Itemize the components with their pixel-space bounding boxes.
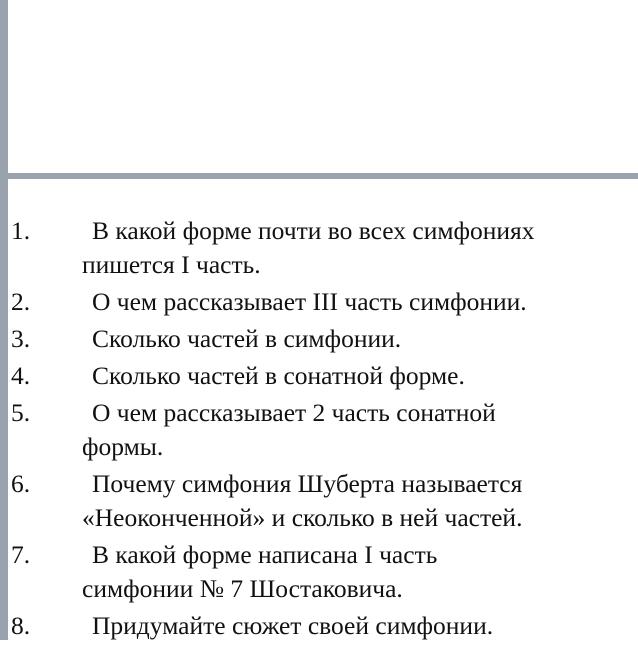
page-divider bbox=[8, 173, 638, 179]
list-item bbox=[8, 396, 638, 464]
list-item bbox=[8, 538, 638, 606]
item-number: 4. bbox=[11, 361, 31, 390]
list-item bbox=[8, 359, 638, 393]
item-number: 6. bbox=[11, 469, 31, 498]
item-text: Почему симфония Шуберта называется «Неоконченной» и сколько в ней частей. bbox=[82, 469, 523, 532]
blank-page-area bbox=[8, 0, 638, 173]
item-number: 2. bbox=[11, 287, 31, 316]
item-number: 1. bbox=[11, 216, 31, 245]
list-item bbox=[8, 467, 638, 535]
left-margin-bar bbox=[0, 0, 8, 640]
list-item bbox=[8, 322, 638, 356]
question-list bbox=[8, 214, 638, 646]
item-text: В какой форме почти во всех симфониях пишется I часть. bbox=[82, 216, 535, 279]
item-number: 7. bbox=[11, 540, 31, 569]
item-number: 5. bbox=[11, 398, 31, 427]
item-text: В какой форме написана I часть симфонии № 7 Шостаковича. bbox=[82, 540, 438, 603]
list-item bbox=[8, 214, 638, 282]
list-item bbox=[8, 609, 638, 643]
item-text: Сколько частей в симфонии. bbox=[92, 324, 402, 353]
item-text: Придумайте сюжет своей симфонии. bbox=[92, 611, 494, 640]
item-text: О чем рассказывает 2 часть сонатной формы. bbox=[82, 398, 496, 461]
item-text: Сколько частей в сонатной форме. bbox=[92, 361, 465, 390]
item-number: 3. bbox=[11, 324, 31, 353]
item-number: 8. bbox=[11, 611, 31, 640]
item-text: О чем рассказывает III часть симфонии. bbox=[92, 287, 527, 316]
list-item bbox=[8, 285, 638, 319]
